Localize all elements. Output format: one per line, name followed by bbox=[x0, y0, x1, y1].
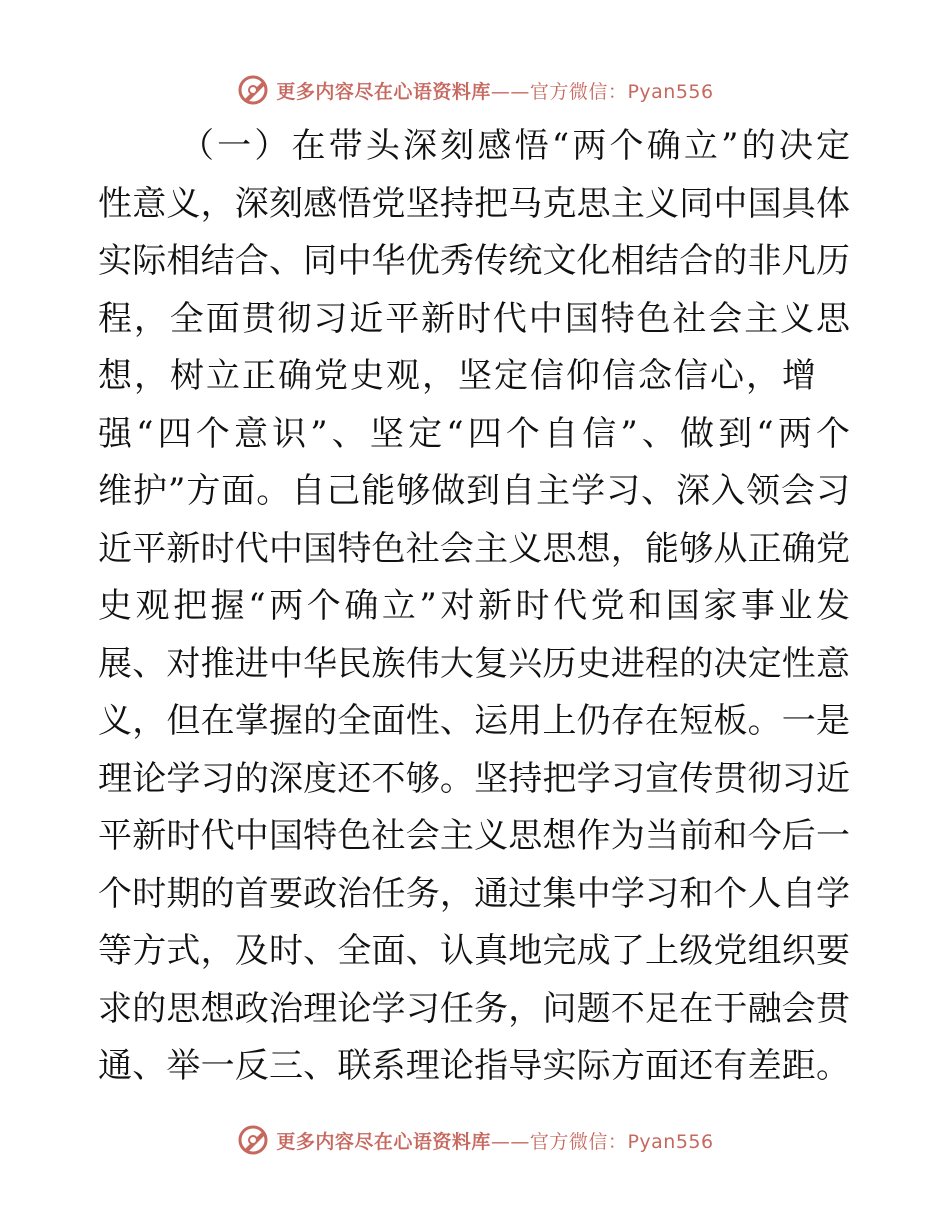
body-line: 史观把握“两个确立”对新时代党和国家事业发 bbox=[98, 586, 850, 626]
watermark-contact-id: Pyan556 bbox=[627, 1130, 714, 1153]
body-line: 程，全面贯彻习近平新时代中国特色社会主义思 bbox=[98, 298, 850, 339]
watermark-separator: —— bbox=[490, 80, 530, 103]
header-watermark bbox=[0, 70, 950, 110]
body-line: 近平新时代中国特色社会主义思想，能够从正确党 bbox=[98, 528, 850, 569]
body-line: 强“四个意识”、坚定“四个自信”、做到“两个 bbox=[98, 413, 850, 454]
watermark-contact-id: Pyan556 bbox=[627, 80, 714, 103]
body-line: 展、对推进中华民族伟大复兴历史进程的决定性意 bbox=[98, 643, 850, 684]
body-line: （一）在带头深刻感悟“两个确立”的决定 bbox=[180, 126, 850, 166]
body-line: 等方式，及时、全面、认真地完成了上级党组织要 bbox=[98, 931, 850, 971]
watermark-separator: —— bbox=[490, 1130, 530, 1153]
body-line: 想，树立正确党史观，坚定信仰信念信心，增 bbox=[98, 356, 818, 396]
watermark-contact-label: 官方微信： bbox=[529, 80, 628, 103]
body-line: 性意义，深刻感悟党坚持把马克思主义同中国具体 bbox=[98, 183, 850, 224]
watermark-text bbox=[276, 77, 713, 104]
watermark-contact-label: 官方微信： bbox=[529, 1130, 628, 1153]
watermark-text bbox=[276, 1127, 713, 1154]
body-line: 求的思想政治理论学习任务，问题不足在于融会贯 bbox=[98, 988, 850, 1029]
footer-watermark bbox=[0, 1120, 950, 1160]
body-line: 维护”方面。自己能够做到自主学习、深入领会习 bbox=[98, 471, 850, 511]
body-line: 义，但在掌握的全面性、运用上仍存在短板。一是 bbox=[98, 701, 850, 741]
watermark-main-text: 更多内容尽在心语资料库 bbox=[276, 80, 491, 103]
body-line: 通、举一反三、联系理论指导实际方面还有差距。 bbox=[98, 1046, 850, 1086]
body-line: 理论学习的深度还不够。坚持把学习宣传贯彻习近 bbox=[98, 758, 850, 799]
watermark-main-text: 更多内容尽在心语资料库 bbox=[276, 1130, 491, 1153]
pen-circle-icon bbox=[236, 73, 270, 107]
body-line: 平新时代中国特色社会主义思想作为当前和今后一 bbox=[98, 816, 850, 856]
document-body bbox=[98, 118, 850, 1096]
body-line: 实际相结合、同中华优秀传统文化相结合的非凡历 bbox=[98, 241, 850, 281]
pen-circle-icon bbox=[236, 1123, 270, 1157]
body-line: 个时期的首要政治任务，通过集中学习和个人自学 bbox=[98, 873, 850, 914]
